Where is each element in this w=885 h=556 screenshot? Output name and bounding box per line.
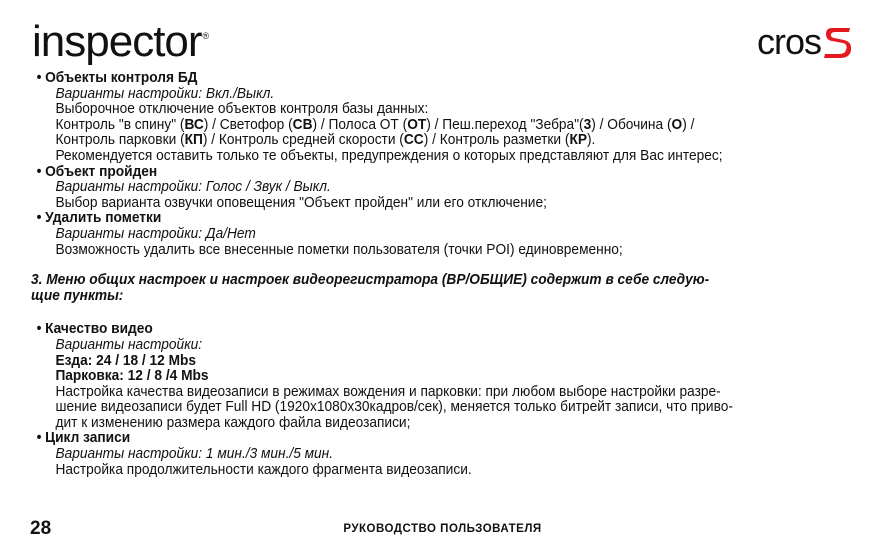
setting-title: • Объект пройден (31, 165, 861, 181)
setting-recommendation: Рекомендуется оставить только те объекты, предупреждения о которых представляют для Вас интерес; (55, 147, 723, 164)
code-kp: КП (184, 132, 203, 149)
page-content (31, 71, 861, 478)
setting-description: Настройка качества видеозаписи в режимах вождения и парковки: при любом выборе настройки разре- (55, 383, 721, 400)
setting-description: дит к изменению размера каждого файла видеозаписи; (55, 414, 411, 431)
brand-logo-cross (757, 20, 853, 64)
setting-options: Варианты настройки: (55, 336, 203, 353)
text-part: ) / Полоса ОТ ( (312, 116, 408, 133)
page-number: 28 (30, 518, 52, 539)
setting-description: шение видеозаписи будет Full HD (1920x1080x30кадров/сек), меняется только битрейт записи, что приво- (55, 399, 733, 416)
setting-object-passed (31, 165, 861, 212)
code-zebra: 3 (583, 116, 592, 133)
text-part: ) / (682, 116, 695, 133)
brand-logo-inspector (32, 12, 208, 72)
setting-description: Возможность удалить все внесенные пометки пользователя (точки POI) единовременно; (55, 241, 623, 258)
setting-video-quality (31, 322, 861, 431)
setting-description: Настройка продолжительности каждого фрагмента видеозаписи. (55, 461, 472, 478)
setting-options: Варианты настройки: Голос / Звук / Выкл. (55, 179, 331, 196)
text-part: ) / Светофор ( (203, 116, 293, 133)
code-o: О (671, 116, 683, 133)
text-part: ) / Контроль средней скорости ( (202, 132, 404, 149)
section-heading-line: щие пункты: (31, 287, 124, 304)
setting-description-codes (31, 118, 861, 134)
text-part: Контроль парковки ( (55, 132, 185, 149)
text-part: ) / Обочина ( (591, 116, 672, 133)
code-bs: ВС (184, 116, 204, 133)
section-heading-line: 3. Меню общих настроек и настроек видеорегистратора (ВР/ОБЩИЕ) содержит в себе следую- (31, 272, 710, 289)
code-sv: СВ (292, 116, 313, 133)
setting-options: Варианты настройки: Вкл./Выкл. (55, 85, 275, 102)
code-kr: КР (569, 132, 587, 149)
setting-record-cycle (31, 431, 861, 478)
registered-mark: ® (202, 31, 209, 41)
setting-description-codes-2 (31, 133, 861, 149)
text-part: Контроль "в спину" ( (55, 116, 185, 133)
brand-name: inspector (32, 17, 202, 66)
section-heading (31, 273, 861, 304)
setting-title: • Удалить пометки (31, 211, 861, 227)
code-ss: СС (403, 132, 424, 149)
setting-options: Варианты настройки: 1 мин./3 мин./5 мин. (55, 446, 334, 463)
setting-options: Варианты настройки: Да/Нет (55, 225, 256, 242)
footer-label: РУКОВОДСТВО ПОЛЬЗОВАТЕЛЯ (343, 523, 542, 535)
setting-db-objects (31, 71, 861, 165)
text-part: ) / Пеш.переход "Зебра"( (426, 116, 584, 133)
setting-description: Выбор варианта озвучки оповещения "Объект пройден" или его отключение; (55, 194, 547, 211)
setting-delete-marks (31, 211, 861, 258)
setting-parking-bitrate: Парковка: 12 / 8 /4 Mbs (55, 368, 209, 385)
setting-title: • Качество видео (31, 322, 861, 338)
text-part: ). (586, 132, 596, 149)
setting-drive-bitrate: Езда: 24 / 18 / 12 Mbs (55, 352, 197, 369)
red-s-logo-icon (823, 24, 853, 62)
setting-description: Выборочное отключение объектов контроля базы данных: (55, 101, 429, 118)
setting-title: • Цикл записи (31, 431, 861, 447)
text-part: ) / Контроль разметки ( (423, 132, 570, 149)
code-ot: ОТ (407, 116, 427, 133)
setting-title: • Объекты контроля БД (31, 71, 861, 87)
brand-name-cross: cros (756, 21, 821, 62)
